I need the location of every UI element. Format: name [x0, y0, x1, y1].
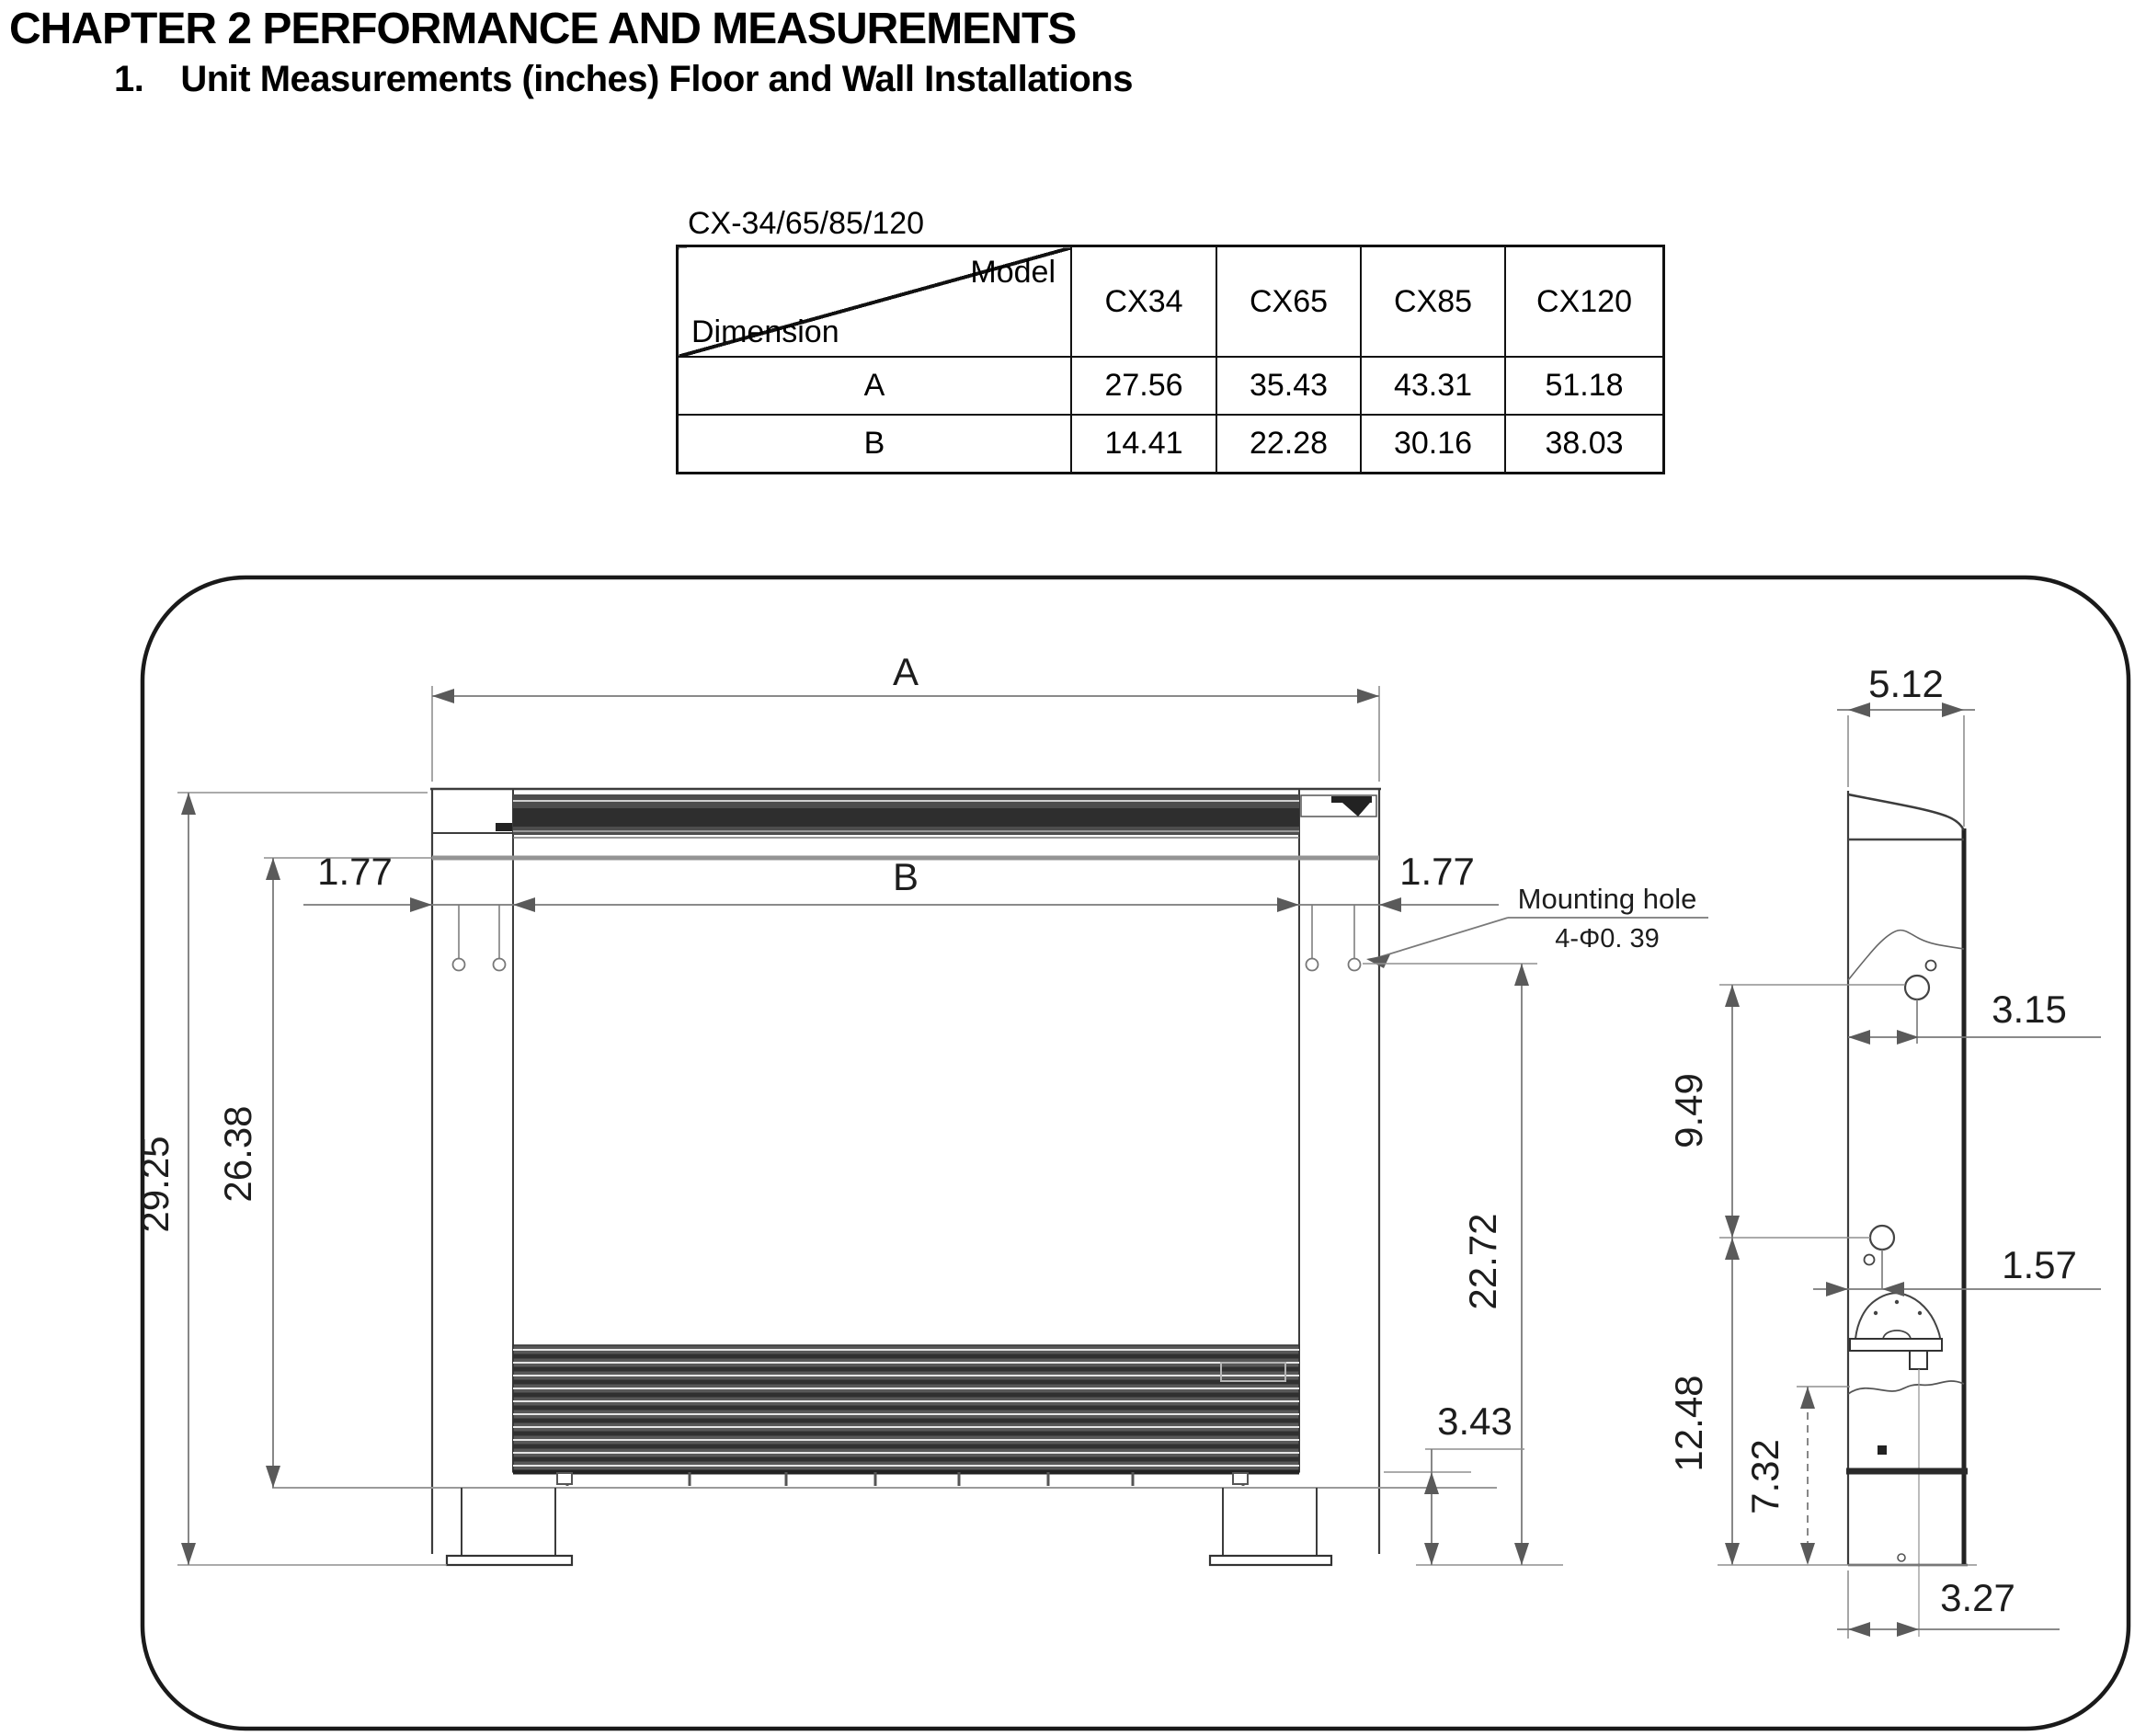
dim-label-A: A [892, 650, 919, 693]
top-hanger-hole [1905, 961, 1936, 1000]
dim-label-949: 9.49 [1667, 1073, 1710, 1148]
section-number: 1. [114, 59, 144, 99]
model-header: CX34 [1071, 246, 1216, 358]
table-cell: 43.31 [1361, 357, 1505, 415]
table-cell: 30.16 [1361, 415, 1505, 474]
dim-label-327: 3.27 [1940, 1576, 2015, 1619]
dim-label-315: 3.15 [1992, 988, 2067, 1031]
latch-mark [496, 823, 512, 831]
section-title-text: Unit Measurements (inches) Floor and Wall Installations [180, 59, 1133, 99]
mounting-hole-spec: 4-Φ0. 39 [1555, 924, 1660, 954]
table-cell: 51.18 [1505, 357, 1664, 415]
table-cell: 27.56 [1071, 357, 1216, 415]
dim-label-512: 5.12 [1868, 662, 1944, 705]
bottom-intake-grille [513, 1345, 1299, 1472]
dim-label-2638: 26.38 [216, 1105, 259, 1203]
right-foot [1210, 1488, 1331, 1565]
drawing-border [143, 577, 2129, 1729]
row-label: B [678, 415, 1072, 474]
table-cell: 22.28 [1216, 415, 1361, 474]
model-header: CX120 [1505, 246, 1664, 358]
table-cell: 38.03 [1505, 415, 1664, 474]
table-cell: 35.43 [1216, 357, 1361, 415]
mounting-holes [453, 905, 1361, 971]
dim-label-left-177: 1.77 [317, 850, 393, 893]
dim-label-right-177: 1.77 [1399, 850, 1475, 893]
dim-label-1248: 12.48 [1667, 1375, 1710, 1472]
dim-label-2925: 29.25 [133, 1136, 177, 1233]
corner-label-dimension: Dimension [691, 314, 839, 349]
left-foot [447, 1488, 572, 1565]
dim-label-343: 3.43 [1437, 1399, 1512, 1443]
dim-label-157: 1.57 [2002, 1243, 2077, 1286]
dim-label-732: 7.32 [1743, 1439, 1786, 1514]
dim-label-B: B [892, 855, 919, 898]
model-header: CX85 [1361, 246, 1505, 358]
table-cell: 14.41 [1071, 415, 1216, 474]
model-header: CX65 [1216, 246, 1361, 358]
bottom-hanger-hole [1865, 1226, 1895, 1265]
top-discharge-grille [513, 794, 1299, 835]
row-label: A [678, 357, 1072, 415]
chapter-title: CHAPTER 2 PERFORMANCE AND MEASUREMENTS [9, 5, 1077, 53]
side-view [1846, 791, 1968, 1637]
mounting-hole-note: Mounting hole [1517, 883, 1697, 915]
side-view-dimensions [1667, 662, 2101, 1639]
table-caption: CX-34/65/85/120 [688, 206, 925, 241]
dim-label-2272: 22.72 [1461, 1213, 1504, 1310]
corner-label-model: Model [970, 255, 1056, 290]
bracket-curve [1848, 931, 1964, 980]
